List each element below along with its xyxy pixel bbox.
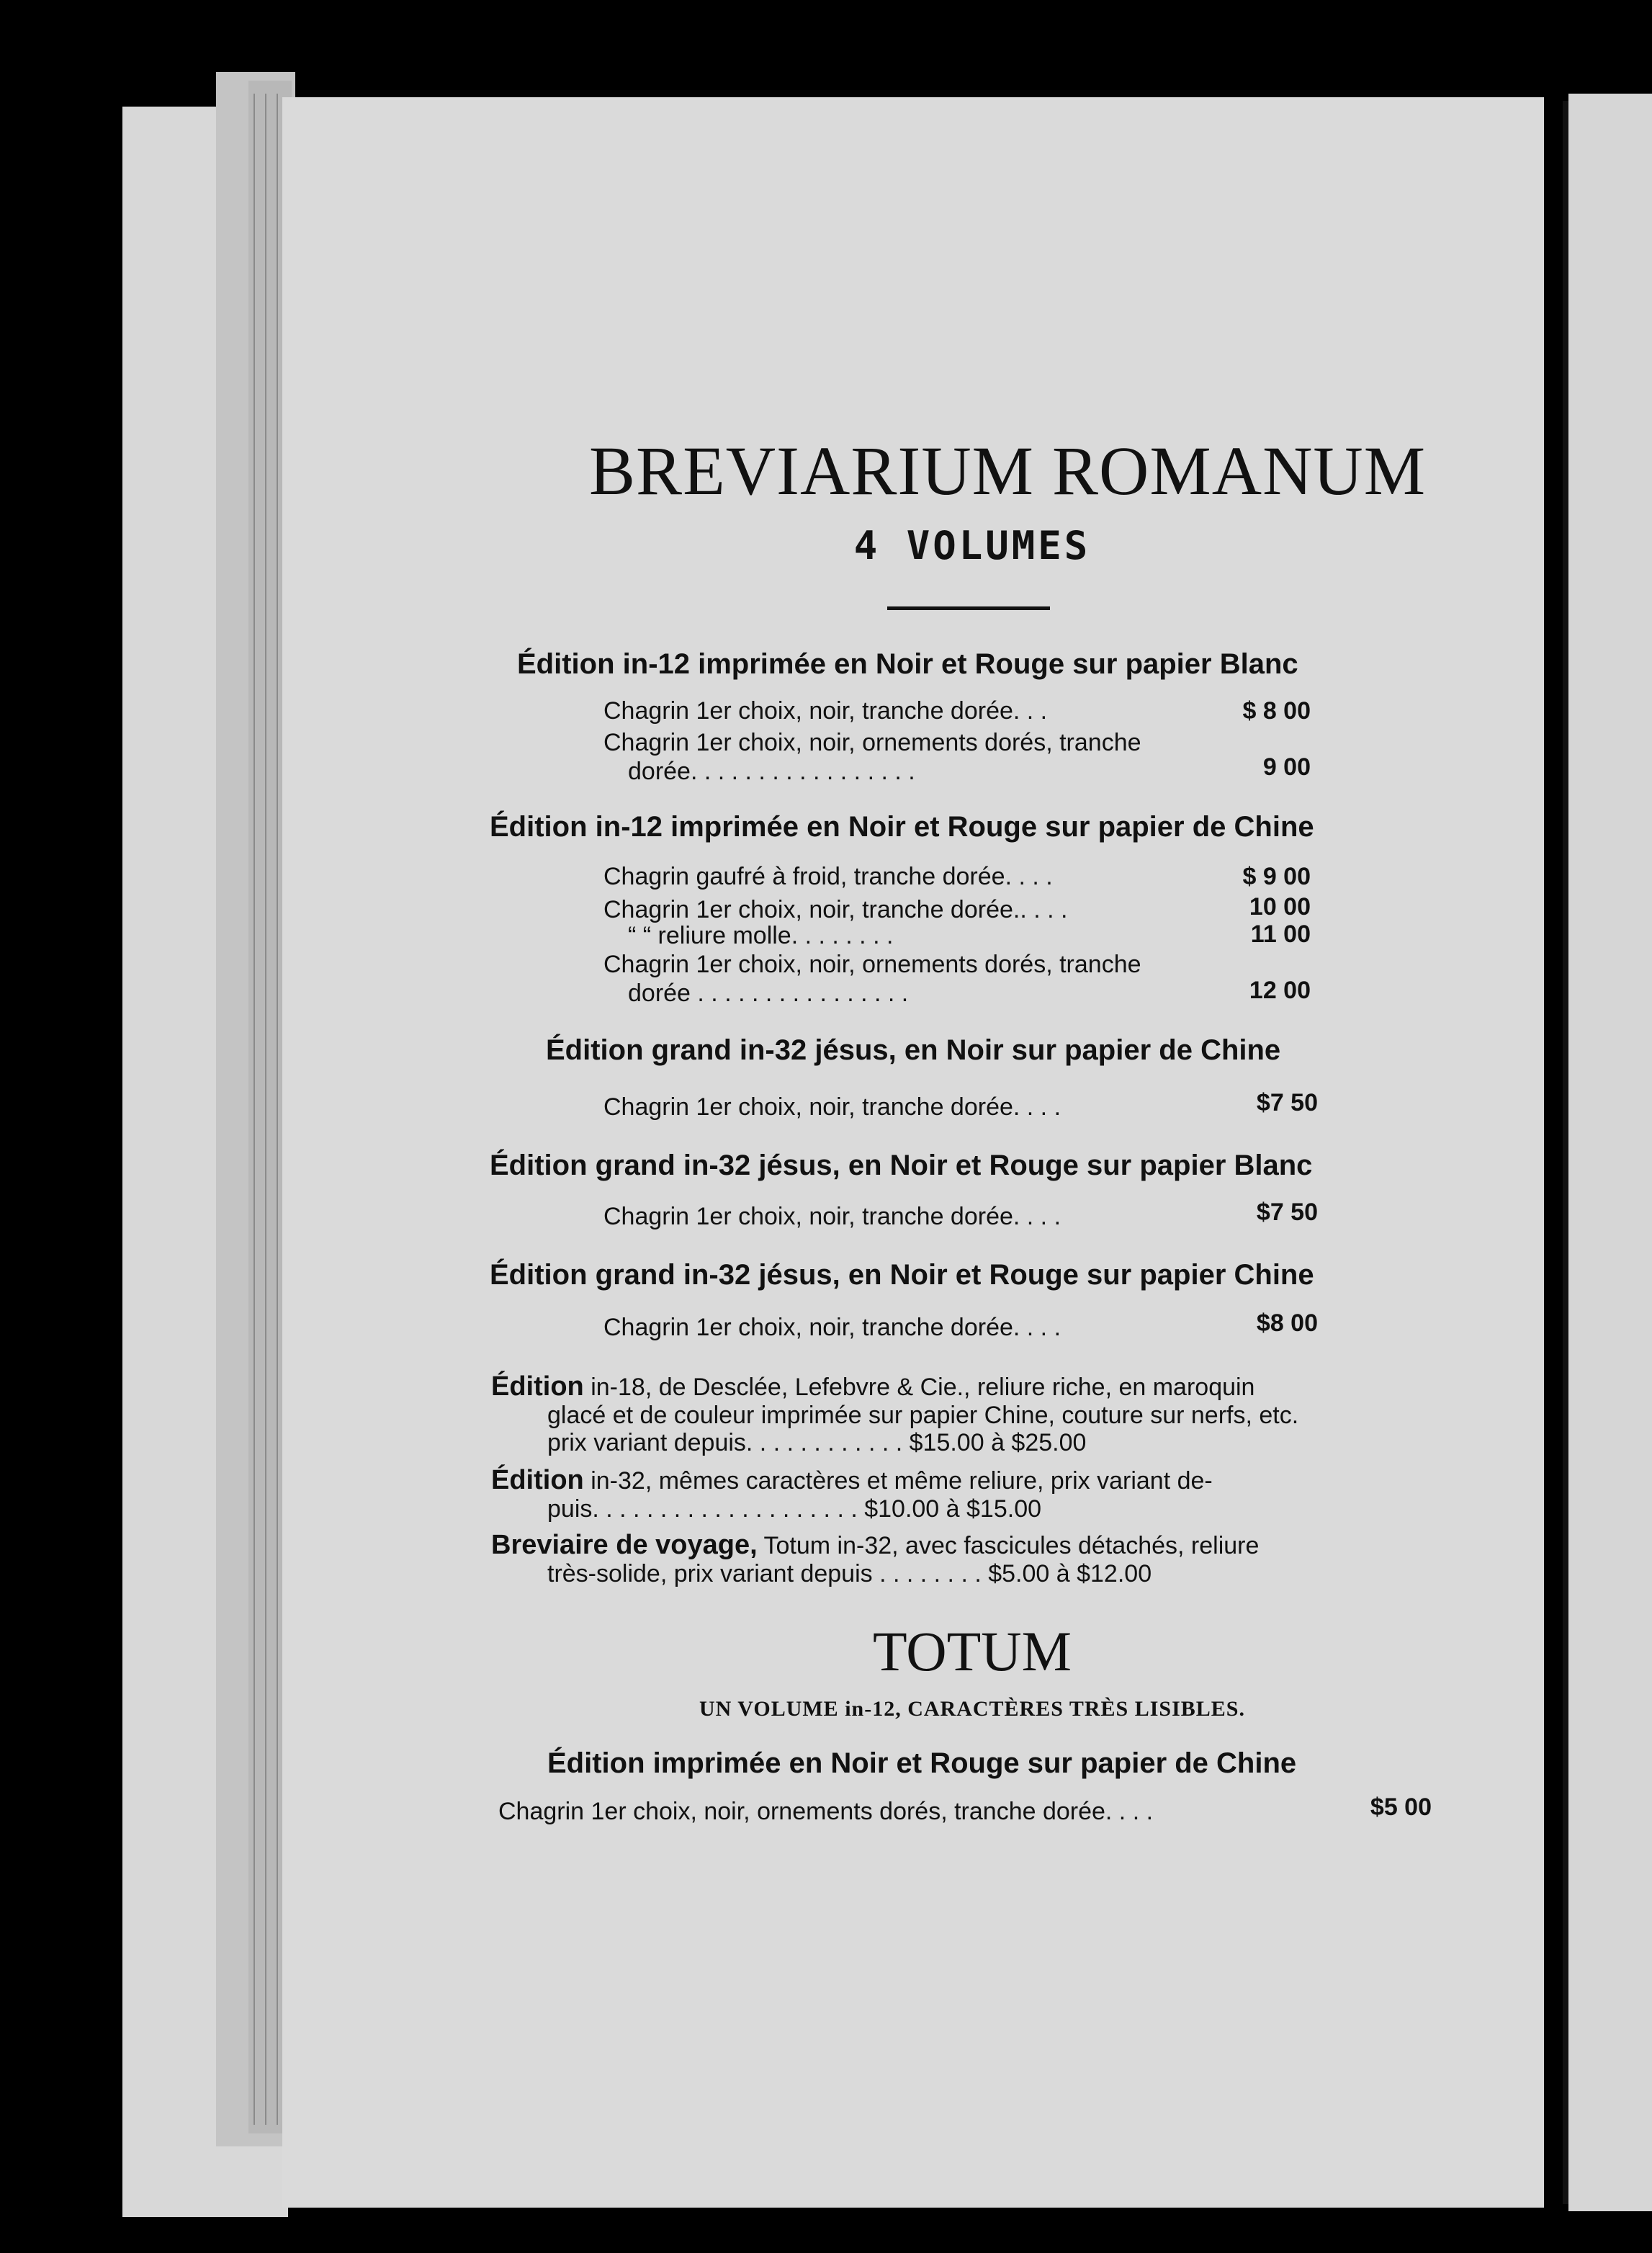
section-heading: Édition grand in-32 jésus, en Noir et Rouge sur papier Chine (490, 1259, 1314, 1291)
entry-lead: Édition (491, 1371, 584, 1402)
page-stack-line (265, 94, 266, 2125)
totum-subtitle: UN VOLUME in-12, CARACTÈRES TRÈS LISIBLES. (699, 1697, 1245, 1721)
entry-line: prix variant depuis. . . . . . . . . . . . $15.00 à $25.00 (547, 1429, 1087, 1456)
price-value: $5 00 (1370, 1793, 1432, 1821)
price-value: $ 9 00 (1242, 863, 1311, 890)
binding-gutter (1563, 101, 1568, 2204)
price-item: Chagrin 1er choix, noir, tranche dorée. . . . (603, 1093, 1061, 1121)
price-item: Chagrin 1er choix, noir, tranche dorée. . . . (603, 1203, 1061, 1230)
price-item: Chagrin 1er choix, noir, tranche dorée.. . . . (603, 896, 1068, 923)
price-value: $7 50 (1256, 1089, 1318, 1116)
page-stack-line (277, 94, 278, 2125)
price-item: Chagrin 1er choix, noir, tranche dorée. . . (603, 697, 1048, 725)
price-item: Chagrin 1er choix, noir, ornements dorés, tranche (603, 729, 1141, 756)
totum-title: TOTUM (873, 1620, 1072, 1683)
catalog-entry (491, 1466, 1213, 1495)
entry-line: Totum in-32, avec fascicules détachés, reliure (763, 1532, 1260, 1559)
price-value: 10 00 (1249, 893, 1311, 921)
entry-lead: Édition (491, 1465, 584, 1495)
section-heading: Édition grand in-32 jésus, en Noir et Rouge sur papier Blanc (490, 1150, 1313, 1181)
section-heading: Édition grand in-32 jésus, en Noir sur papier de Chine (546, 1034, 1281, 1066)
entry-line: in-18, de Desclée, Lefebvre & Cie., reliure riche, en maroquin (591, 1374, 1255, 1401)
price-item: Chagrin gaufré à froid, tranche dorée. . . . (603, 863, 1053, 890)
price-value: $ 8 00 (1242, 697, 1311, 725)
price-item: dorée . . . . . . . . . . . . . . . . (628, 980, 909, 1007)
section-heading: Édition in-12 imprimée en Noir et Rouge sur papier de Chine (490, 811, 1314, 843)
entry-lead: Breviaire de voyage, (491, 1530, 758, 1560)
price-item: Chagrin 1er choix, noir, ornements dorés, tranche dorée. . . . (498, 1798, 1154, 1825)
price-item: Chagrin 1er choix, noir, ornements dorés, tranche (603, 951, 1141, 978)
entry-line: glacé et de couleur imprimée sur papier Chine, couture sur nerfs, etc. (547, 1402, 1299, 1429)
page-subtitle: 4 VOLUMES (853, 523, 1091, 568)
page-stack-line (253, 94, 255, 2125)
page-title: BREVIARIUM ROMANUM (589, 432, 1427, 509)
entry-line: puis. . . . . . . . . . . . . . . . . . . . $10.00 à $15.00 (547, 1495, 1042, 1523)
price-item: “ “ reliure molle. . . . . . . . (628, 922, 894, 949)
divider-rule (887, 606, 1050, 610)
catalog-entry (491, 1373, 1254, 1401)
price-value: 9 00 (1262, 753, 1311, 781)
catalog-entry (491, 1531, 1259, 1559)
price-item: dorée. . . . . . . . . . . . . . . . . (628, 758, 915, 785)
price-value: $7 50 (1256, 1199, 1318, 1226)
facing-page (1568, 94, 1652, 2211)
entry-line: in-32, mêmes caractères et même reliure, prix variant de- (591, 1467, 1213, 1495)
section-heading: Édition imprimée en Noir et Rouge sur papier de Chine (547, 1747, 1297, 1779)
price-value: 12 00 (1249, 977, 1311, 1004)
price-item: Chagrin 1er choix, noir, tranche dorée. . . . (603, 1314, 1061, 1341)
entry-line: très-solide, prix variant depuis . . . . . . . . $5.00 à $12.00 (547, 1560, 1152, 1587)
section-heading: Édition in-12 imprimée en Noir et Rouge sur papier Blanc (517, 648, 1298, 680)
price-value: $8 00 (1256, 1309, 1318, 1337)
price-value: 11 00 (1250, 921, 1311, 948)
